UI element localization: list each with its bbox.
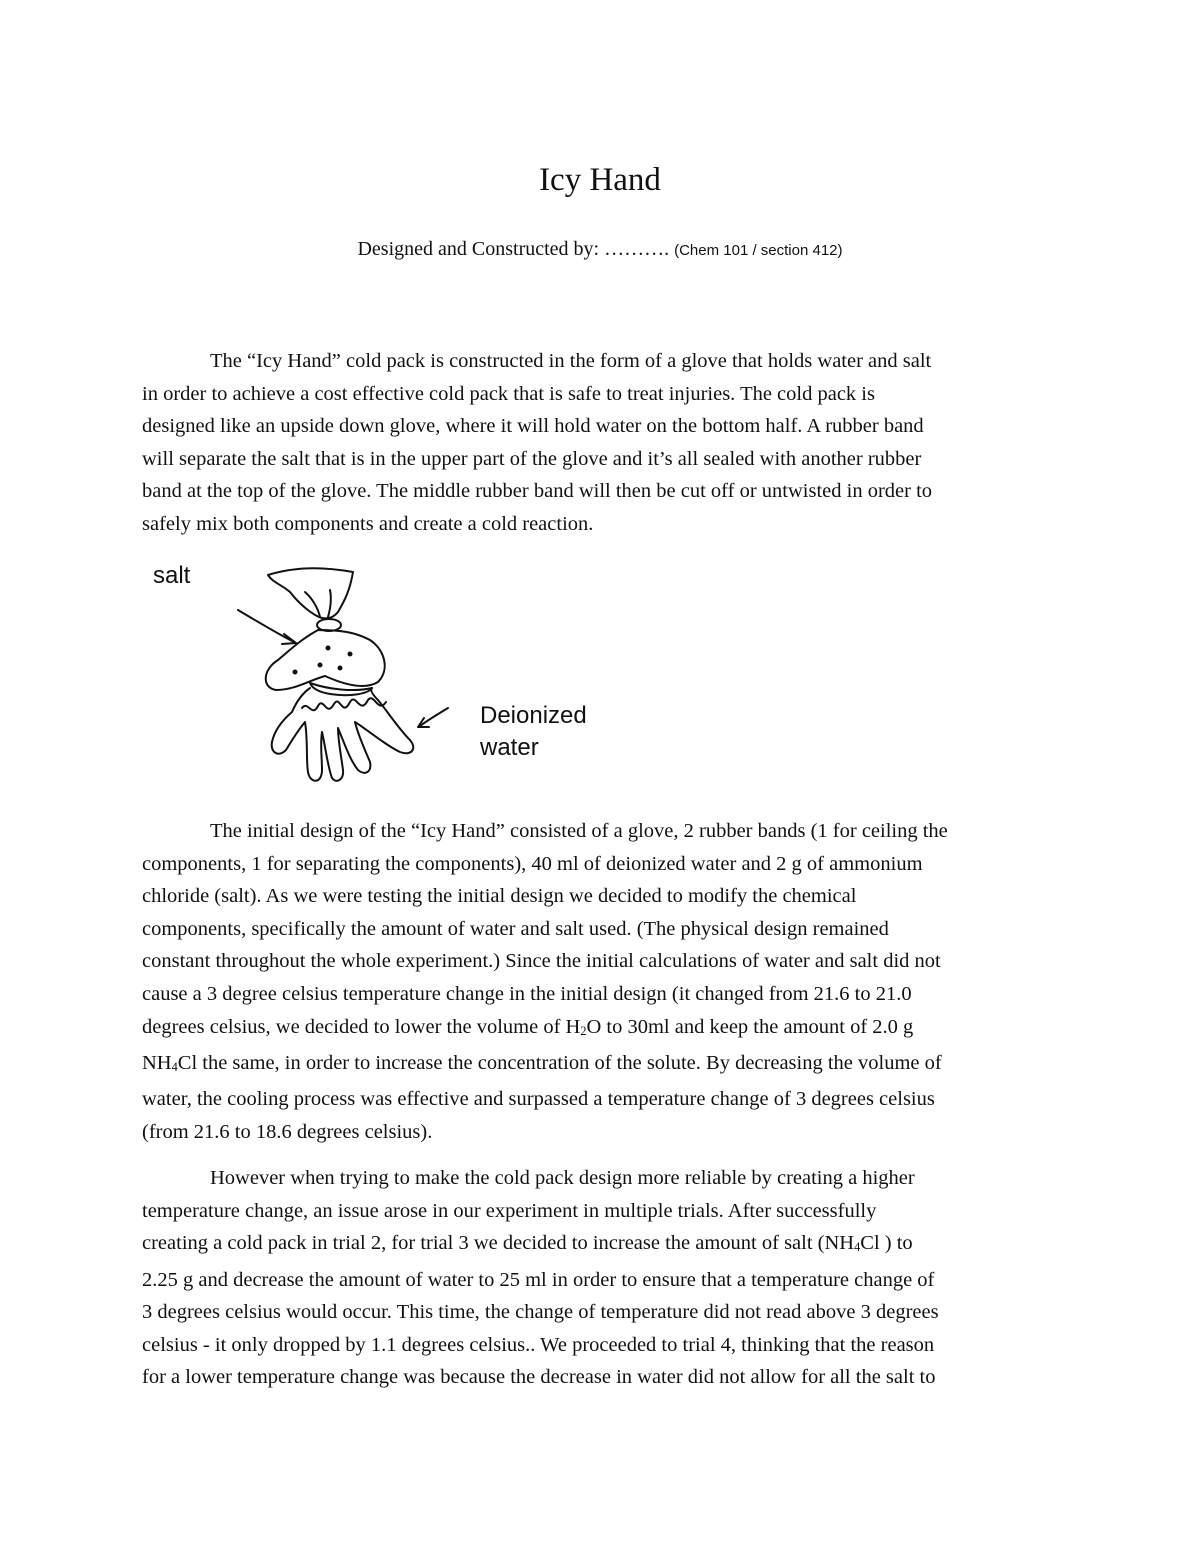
salt-dot: [339, 667, 342, 670]
byline-text: Designed and Constructed by: ……….: [357, 238, 670, 260]
p2-line-7b: O to 30ml and keep the amount of 2.0 g: [586, 1015, 914, 1038]
p3-line-1: However when trying to make the cold pack design more reliable by creating a higher: [210, 1167, 915, 1189]
p2-line-1: The initial design of the “Icy Hand” consisted of a glove, 2 rubber bands (1 for ceiling the: [210, 820, 948, 842]
p2-line-8a: NH: [142, 1052, 172, 1074]
salt-arrow-line: [238, 610, 296, 643]
paragraph-trials: [142, 1162, 1068, 1394]
p1-line-6: safely mix both components and create a cold reaction.: [142, 512, 594, 535]
p3-line-4: 2.25 g and decrease the amount of water to 25 ml in order to ensure that a temperature change of: [142, 1268, 935, 1291]
nh4cl-subscript: 4: [854, 1240, 861, 1255]
p3-line-5: 3 degrees celsius would occur. This time, the change of temperature did not read above 3 degrees: [142, 1301, 939, 1324]
course-info: (Chem 101 / section 412): [674, 242, 843, 259]
salt-dot: [319, 664, 322, 667]
water-label-line-2: water: [480, 734, 539, 761]
water-label-line-1: Deionized: [480, 702, 587, 729]
salt-dot: [349, 653, 352, 656]
p2-line-6: cause a 3 degree celsius temperature change in the initial design (it changed from 21.6 to 21.0: [142, 982, 912, 1005]
p2-line-3: chloride (salt). As we were testing the initial design we decided to modify the chemical: [142, 885, 857, 908]
p3-line-2: temperature change, an issue arose in our experiment in multiple trials. After successfully: [142, 1199, 877, 1222]
p2-line-5: constant throughout the whole experiment.) Since the initial calculations of water and salt did not: [142, 950, 941, 973]
p1-line-2: in order to achieve a cost effective cold pack that is safe to treat injuries. The cold pack is: [142, 382, 875, 405]
water-arrow-line: [420, 708, 448, 726]
salt-dot: [294, 671, 297, 674]
salt-label: salt: [153, 562, 191, 589]
salt-dot: [327, 647, 330, 650]
glove-top-cuff: [268, 568, 353, 618]
middle-rubber-band: [310, 683, 372, 695]
p1-line-5: band at the top of the glove. The middle rubber band will then be cut off or untwisted in order to: [142, 480, 933, 503]
p3-line-3a: creating a cold pack in trial 2, for trial 3 we decided to increase the amount of salt (NH: [142, 1232, 855, 1255]
p1-line-1: The “Icy Hand” cold pack is constructed in the form of a glove that holds water and salt: [210, 350, 932, 372]
p3-line-3b: Cl ) to: [860, 1232, 913, 1255]
p2-line-2: components, 1 for separating the components), 40 ml of deionized water and 2 g of ammonium: [142, 852, 923, 875]
p2-line-4: components, specifically the amount of water and salt used. (The physical design remained: [142, 917, 889, 940]
p2-line-10: (from 21.6 to 18.6 degrees celsius).: [142, 1121, 433, 1144]
paragraph-intro: [142, 345, 1068, 541]
p2-line-8b: Cl the same, in order to increase the concentration of the solute. By decreasing the volume of: [177, 1052, 942, 1074]
salt-compartment: [266, 630, 385, 690]
p3-line-7: for a lower temperature change was because the decrease in water did not allow for all the salt to: [142, 1366, 936, 1389]
water-label: [480, 700, 587, 764]
p2-line-9: water, the cooling process was effective and surpassed a temperature change of 3 degrees celsius: [142, 1088, 935, 1111]
document-title: Icy Hand: [539, 162, 661, 198]
water-wave: [302, 698, 386, 710]
p1-line-3: designed like an upside down glove, where it will hold water on the bottom half. A rubber band: [142, 415, 924, 438]
nh4cl-subscript: 4: [171, 1059, 178, 1074]
p2-line-7a: degrees celsius, we decided to lower the volume of H: [142, 1015, 581, 1038]
h2o-subscript: 2: [580, 1023, 587, 1038]
byline: [0, 238, 1200, 261]
paragraph-initial-design: [142, 815, 1068, 1149]
p1-line-4: will separate the salt that is in the upper part of the glove and it’s all sealed with another rubber: [142, 447, 922, 470]
p3-line-6: celsius - it only dropped by 1.1 degrees celsius.. We proceeded to trial 4, thinking that the reason: [142, 1333, 935, 1356]
water-compartment: [272, 688, 414, 781]
